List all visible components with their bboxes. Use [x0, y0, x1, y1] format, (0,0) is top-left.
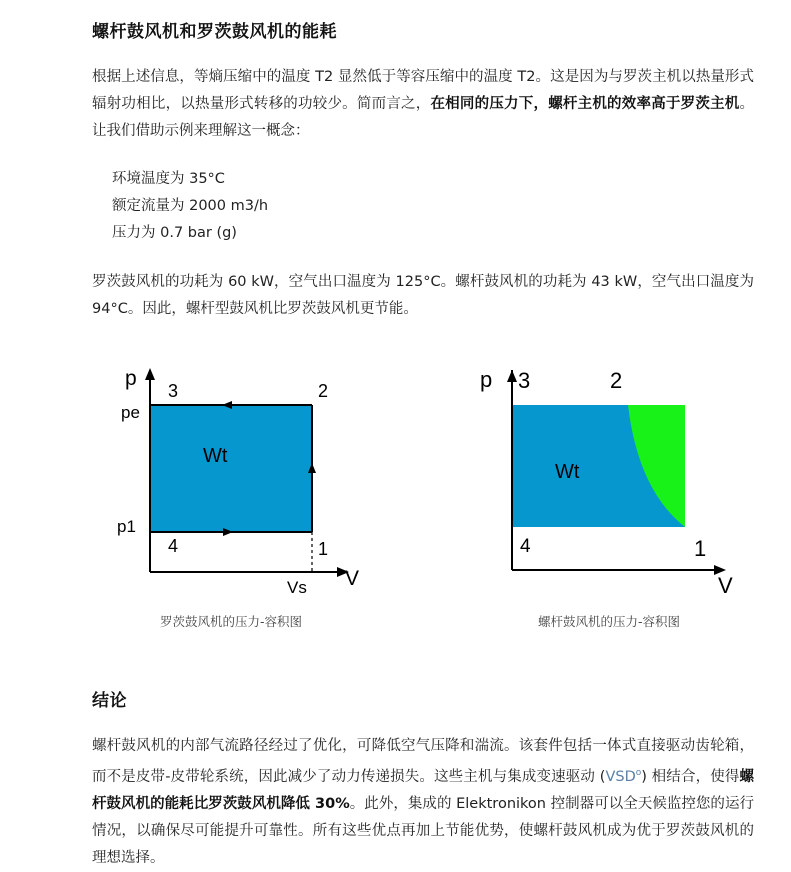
roots-point-1: 1 — [318, 539, 329, 559]
external-link-icon: o — [635, 768, 642, 778]
example-conditions-list — [112, 166, 268, 247]
conclusion-paragraph: 螺杆鼓风机的内部气流路径经过了优化，可降低空气压降和湍流。该套件包括一体式直接驱动齿轮箱，而不是皮带-皮带轮系统，因此减少了动力传递损失。这些主机与集成变速驱动 (VSD$^o$) 相结合，使得螺杆鼓风机的能耗比罗茨鼓风机降低 30%。此外，集成的 Elektronikon 控制器可以全天候监控您的运行情况，以确保尽可能提升可靠性。所有这些优点再加上节能优势，使螺杆鼓风机成为优于罗茨鼓风机的理想选择。 — [92, 738, 754, 866]
screw-point-1: 1 — [694, 536, 707, 561]
roots-point-3: 3 — [168, 381, 179, 401]
comparison-paragraph: 罗茨鼓风机的功耗为 60 kW，空气出口温度为 125°C。螺杆鼓风机的功耗为 43 kW，空气出口温度为 94°C。因此，螺杆型鼓风机比罗茨鼓风机更节能。 — [92, 274, 754, 317]
roots-p-label: p — [125, 367, 137, 390]
roots-work-label: Wt — [203, 445, 228, 467]
list-item: 环境温度为 35°C — [112, 171, 225, 187]
vsd-link[interactable]: VSD — [605, 768, 636, 785]
roots-caption: 罗茨鼓风机的压力-容积图 — [159, 614, 302, 629]
intro-paragraph: 根据上述信息，等熵压缩中的温度 T2 显然低于等容压缩中的温度 T2。这是因为与罗茨主机以热量形式辐射功相比，以热量形式转移的功较少。简而言之，在相同的压力下，螺杆主机的效率高于罗茨主机。让我们借助示例来理解这一概念： — [92, 69, 755, 139]
section-title-conclusion: 结论 — [92, 691, 127, 711]
screw-work-label: Wt — [555, 461, 580, 483]
list-item: 额定流量为 2000 m3/h — [112, 198, 269, 214]
roots-work-area — [150, 405, 312, 532]
roots-p1-label: p1 — [117, 517, 136, 536]
list-item: 压力为 0.7 bar (g) — [112, 225, 237, 241]
roots-pe-label: pe — [121, 403, 140, 422]
efficiency-highlight: 在相同的压力下，螺杆主机的效率高于罗茨主机 — [430, 96, 740, 112]
roots-p-arrow-icon — [145, 368, 155, 380]
energy-saving-highlight: 螺杆鼓风机的能耗比罗茨鼓风机降低 30% — [92, 768, 754, 812]
screw-point-2: 2 — [610, 368, 623, 393]
screw-pv-diagram — [470, 360, 760, 605]
roots-pv-diagram — [105, 360, 370, 600]
roots-vs-label: Vs — [287, 578, 307, 597]
roots-v-label: V — [345, 567, 360, 590]
screw-v-label: V — [718, 573, 733, 598]
roots-point-2: 2 — [318, 381, 329, 401]
roots-point-4: 4 — [168, 536, 179, 556]
screw-p-label: p — [480, 367, 493, 392]
screw-p-arrow-icon — [507, 370, 517, 382]
screw-caption: 螺杆鼓风机的压力-容积图 — [537, 614, 680, 629]
screw-point-4: 4 — [520, 536, 531, 557]
screw-point-3: 3 — [518, 368, 531, 393]
section-title-energy: 螺杆鼓风机和罗茨鼓风机的能耗 — [92, 22, 337, 42]
